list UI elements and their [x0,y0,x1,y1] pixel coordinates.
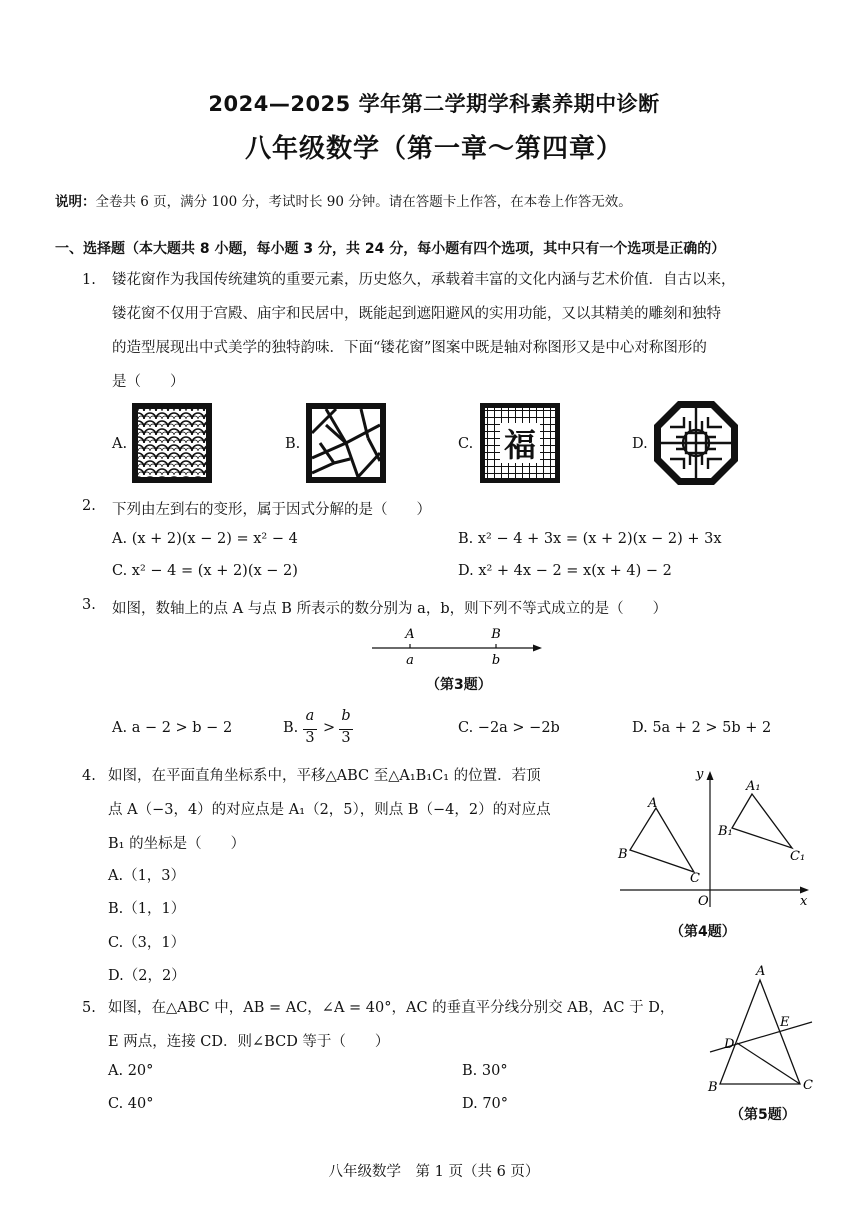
page-footer: 八年级数学 第 1 页（共 6 页） [328,1164,540,1180]
q4-stem [108,759,608,861]
q5-option-b: B. 30° [462,1063,508,1079]
q2-option-b: B. x² − 4 + 3x = (x + 2)(x − 2) + 3x [458,531,722,547]
triangle-abc [630,808,694,872]
label-e: E [780,1015,790,1030]
segment-cd [737,1043,800,1084]
q1-line: 镂花窗不仅用于宫殿、庙宇和民居中，既能起到遮阳避风的实用功能，又以其精美的雕刻和独特 [112,306,721,322]
relation-sign: > [323,720,336,736]
label-a: A [756,964,766,979]
q1-option-c-label: C. [458,436,474,452]
label-b: B [618,847,628,862]
instructions-label: 说明： [55,194,96,210]
arrow-right-icon [800,887,809,894]
triangle-a1b1c1 [732,794,792,848]
q5-line: 如图，在△ABC 中，AB = AC，∠A = 40°，AC 的垂直平分线分别交 AB，AC 于 D， [108,1000,675,1016]
value-b-label: b [491,653,501,668]
exam-subtitle: 八年级数学（第一章～第四章） [244,134,623,164]
q2-option-d: D. x² + 4x − 2 = x(x + 4) − 2 [458,563,672,579]
q4-caption: （第4题） [670,924,736,940]
label-b1: B₁ [718,824,733,839]
q5-caption: （第5题） [730,1107,796,1123]
q5-option-a: A. 20° [108,1063,154,1079]
q5-option-d: D. 70° [462,1096,509,1112]
q3-option-b-prefix: B. [283,720,299,736]
label-y: y [696,767,704,782]
q4-option-c: C.（3，1） [108,935,186,951]
section-heading: 一、选择题（本大题共 8 小题，每小题 3 分，共 24 分，每小题有四个选项，其中只有一个选项是正确的） [55,241,726,257]
label-origin: O [698,894,709,909]
label-a: A [648,796,658,811]
q3-number: 3. [82,597,96,613]
q1-option-b-label: B. [285,436,301,452]
q3-number-line [370,624,550,670]
q5-number: 5. [82,1000,96,1016]
instructions-text: 全卷共 6 页，满分 100 分，考试时长 90 分钟。请在答题卡上作答，在本卷上作答无效。 [95,194,632,210]
q4-line: 点 A（−3，4）的对应点是 A₁（2，5），则点 B（−4，2）的对应点 [108,802,551,818]
label-c1: C₁ [790,849,806,864]
arrow-right-icon [533,645,542,652]
fraction-numerator: a [305,708,315,724]
q2-number: 2. [82,498,96,514]
fraction-denominator: 3 [305,730,315,746]
q5-option-c: C. 40° [108,1096,154,1112]
q3-option-a: A. a − 2 > b − 2 [112,720,233,736]
q2-option-a: A. (x + 2)(x − 2) = x² − 4 [112,531,298,547]
q3-option-d: D. 5a + 2 > 5b + 2 [632,720,772,736]
q5-stem [108,991,698,1059]
octagon-lattice-icon [654,401,738,485]
q3-stem: 如图，数轴上的点 A 与点 B 所表示的数分别为 a，b，则下列不等式成立的是（ ） [112,601,668,617]
q2-stem: 下列由左到右的变形，属于因式分解的是（ ） [112,502,431,518]
label-c: C [803,1078,813,1093]
q4-option-a: A.（1，3） [108,868,186,884]
label-b: B [708,1080,718,1095]
q1-number: 1. [82,272,96,288]
q2-option-c: C. x² − 4 = (x + 2)(x − 2) [112,563,298,579]
point-b-label: B [491,627,501,642]
q3-option-c: C. −2a > −2b [458,720,560,736]
fraction-denominator: 3 [341,730,351,746]
label-d: D [724,1037,735,1052]
q1-option-d-label: D. [632,436,648,452]
label-x: x [800,894,808,909]
svg-text:福: 福 [503,426,537,464]
q5-triangle-figure [700,960,818,1098]
label-a1: A₁ [746,779,761,794]
fu-character-lattice-icon [480,403,560,483]
scallop-pattern-icon [132,403,212,483]
triangle-abc [720,980,800,1084]
q1-line: 的造型展现出中式美学的独特韵味．下面“镂花窗”图案中既是轴对称图形又是中心对称图形的 [112,340,707,356]
label-c: C [690,871,700,886]
point-a-label: A [405,627,415,642]
value-a-label: a [406,653,414,668]
q1-option-a-label: A. [112,436,128,452]
q5-line: E 两点，连接 CD．则∠BCD 等于（ ） [108,1034,390,1050]
broken-tile-pattern-icon [306,403,386,483]
instructions [55,190,632,210]
q4-option-d: D.（2，2） [108,968,186,984]
arrow-up-icon [707,771,714,780]
fraction-numerator: b [341,708,351,724]
q4-number: 4. [82,768,96,784]
exam-title: 2024—2025 学年第二学期学科素养期中诊断 [208,92,660,116]
q4-coordinate-figure [612,762,812,912]
q3-caption: （第3题） [426,677,492,693]
q4-line: B₁ 的坐标是（ ） [108,836,246,852]
q4-option-b: B.（1，1） [108,901,186,917]
q1-line: 镂花窗作为我国传统建筑的重要元素，历史悠久，承载着丰富的文化内涵与艺术价值．自古以来， [112,272,736,288]
q1-stem [112,263,812,399]
q1-line: 是（ ） [112,374,185,390]
q4-line: 如图，在平面直角坐标系中，平移△ABC 至△A₁B₁C₁ 的位置．若顶 [108,768,541,784]
